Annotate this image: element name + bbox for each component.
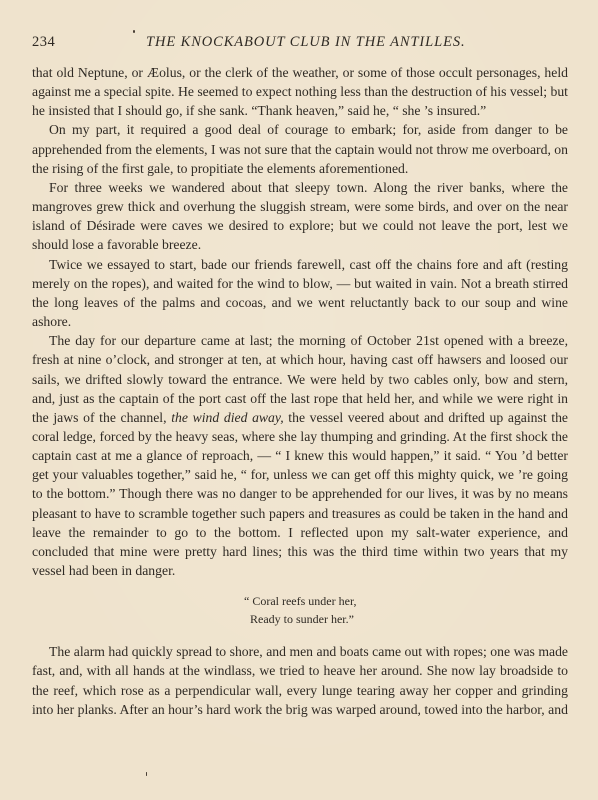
running-title: THE KNOCKABOUT CLUB IN THE ANTILLES. <box>146 34 466 50</box>
paragraph-embark: On my part, it required a good deal of courage to embark; for, aside from danger to be apprehended from the elements, I was not sure that the captain would not throw me overboard, on the rising of the first gale, to propitiate the elements aforementioned. <box>32 122 568 176</box>
verse-quote <box>32 592 568 628</box>
page-number: 234 <box>32 34 56 50</box>
ink-speck-mark <box>146 772 147 776</box>
verse-line-2: Ready to sunder her.” <box>250 612 354 627</box>
departure-text-end: the vessel veered about and drifted up against the coral ledge, forced by the heavy seas, where she lay thumping and grinding. At the first shock the captain cast at me a glance of reproach, — “ I knew this would happen,” it said. “ You ’d better get your valuables together,” said he, “ for, unless we can get off this mighty quick, we ’re going to the bottom.” Though there was no danger to be apprehended for our lives, it was by no means pleasant to have to scramble together such papers and treasures as could be taken in the hand and leave the remainder to go to the bottom. I reflected upon my salt-water experience, and concluded that mine were pretty hard lines; this was the third time within two years that my vessel had been in danger. <box>32 409 569 579</box>
departure-text-start: The day for our departure came at last; the morning of October 21st opened with a breeze, fresh at nine o’clock, and stronger at ten, at which hour, having cast off hawsers and loosed our sails, we drifted slowly toward the entrance. We were held by two cables only, bow and stern, and, just as the captain of the port cast off the last rope that held her, and while we were right in the jaws of the channel, <box>32 333 568 425</box>
verse-line-1: “ Coral reefs under her, <box>244 594 357 609</box>
paragraph-alarm: The alarm had quickly spread to shore, and men and boats came out with ropes; one was made fast, and, with all hands at the windlass, we tried to heave her around. She now lay broadside to the reef, which rose as a perpendicular wall, every lunge tearing away her copper and grinding into her planks. After an hour’s hard work the brig was warped around, towed into the harbor, and <box>32 644 568 717</box>
italic-phrase: the wind died away, <box>171 409 284 425</box>
page-header <box>30 34 568 54</box>
paragraph-continued: that old Neptune, or Æolus, or the clerk of the weather, or some of those occult personages, held against me a special spite. He seemed to expect nothing less than the destruction of his vessel; but he insisted that I should go, if she sank. “Thank heaven,” said he, “ she ’s insured.” <box>32 65 568 119</box>
ink-speck-mark <box>133 30 135 33</box>
page-body <box>32 63 568 719</box>
paragraph-three-weeks: For three weeks we wandered about that sleepy town. Along the river banks, where the mangroves grew thick and overhung the sluggish stream, were some birds, and over on the near island of Désirade were caves we desired to explore; but we could not leave the port, lest we should lose a favorable breeze. <box>32 179 568 253</box>
paragraph-twice-essayed: Twice we essayed to start, bade our friends farewell, cast off the chains fore and aft (resting merely on the ropes), and waited for the wind to blow, — but waited in vain. Not a breath stirred the long leaves of the palms and cocoas, and we went reluctantly back to our soup and wine ashore. <box>32 256 568 330</box>
paragraph-departure <box>32 331 568 580</box>
